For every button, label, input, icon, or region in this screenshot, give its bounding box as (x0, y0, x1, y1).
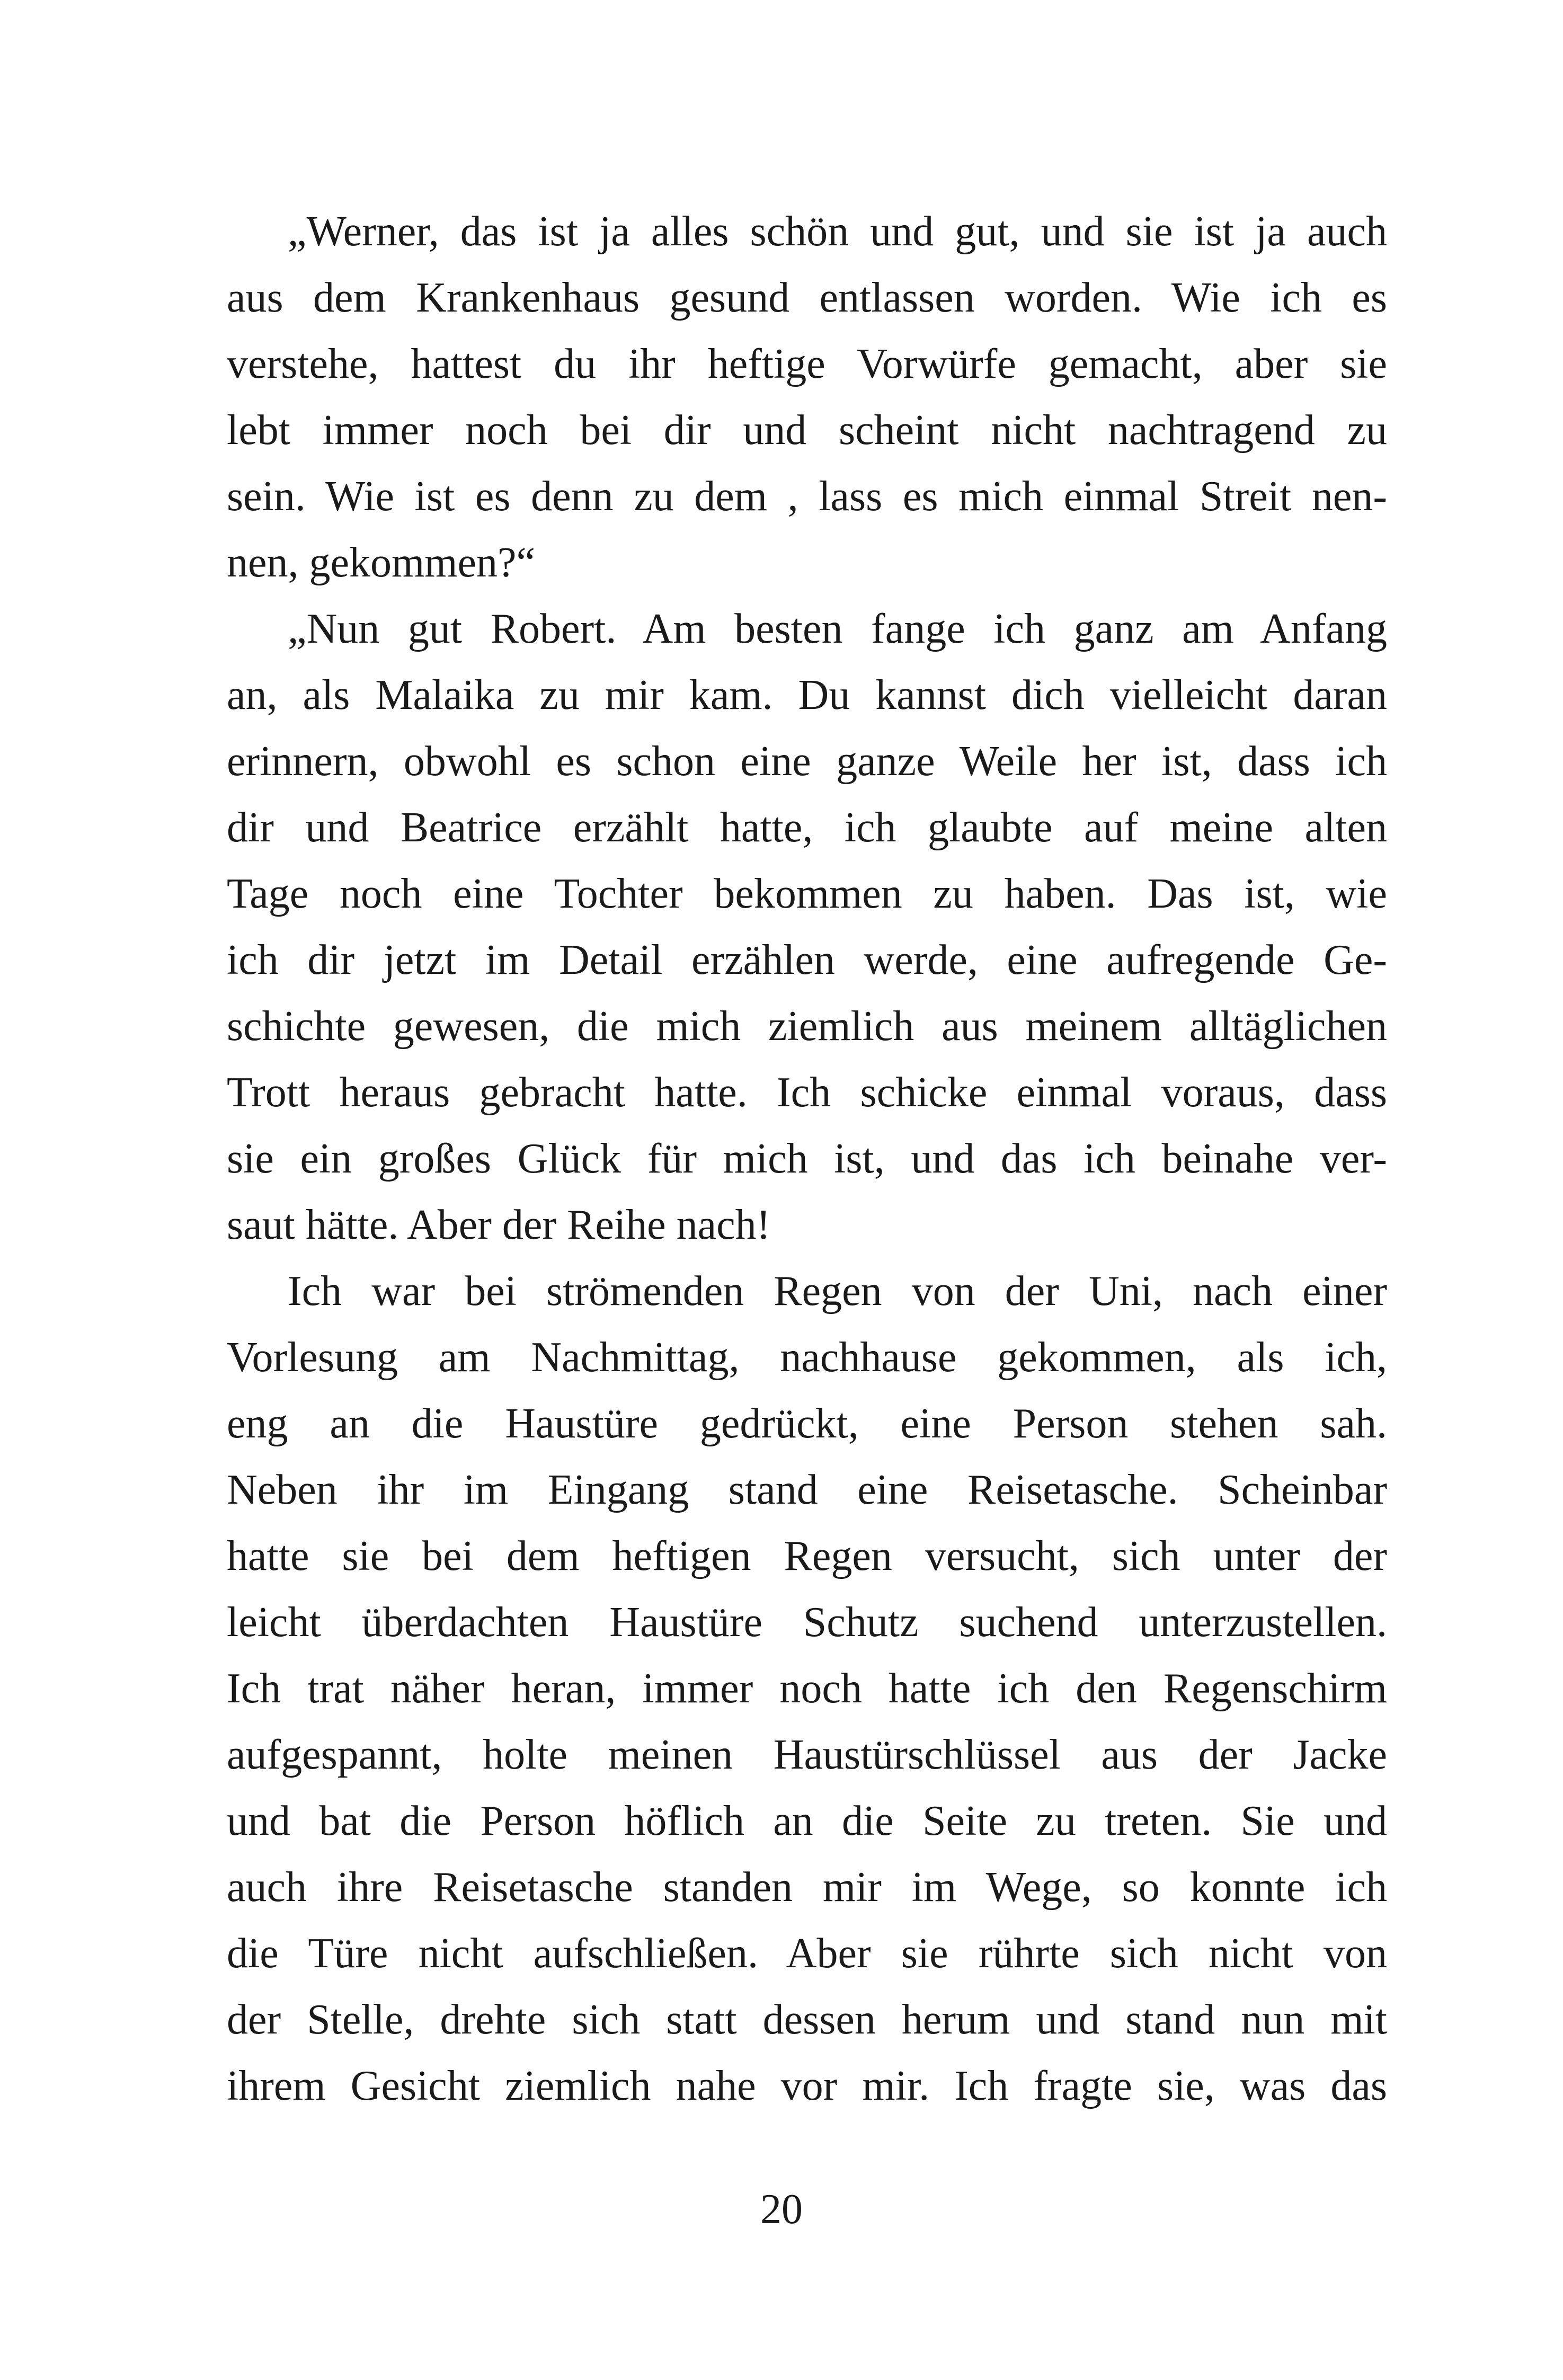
text-line: an, als Malaika zu mir kam. Du kannst dich vielleicht daran (227, 672, 1387, 718)
text-line: schichte gewesen, die mich ziemlich aus meinem alltäglichen (227, 1003, 1387, 1050)
text-line: sie ein großes Glück für mich ist, und das ich beinahe ver- (227, 1135, 1387, 1182)
text-line: auch ihre Reisetasche standen mir im Wege, so konnte ich (227, 1864, 1387, 1911)
text-line: hatte sie bei dem heftigen Regen versucht, sich unter der (227, 1533, 1387, 1579)
text-line: leicht überdachten Haustüre Schutz suchend unterzustellen. (227, 1599, 1387, 1646)
text-line: die Türe nicht aufschließen. Aber sie rührte sich nicht von (227, 1930, 1387, 1977)
text-line: lebt immer noch bei dir und scheint nicht nachtragend zu (227, 407, 1387, 454)
text-line: Vorlesung am Nachmittag, nachhause gekommen, als ich, (227, 1334, 1387, 1381)
text-line: und bat die Person höflich an die Seite zu treten. Sie und (227, 1798, 1387, 1844)
text-line: Trott heraus gebracht hatte. Ich schicke einmal voraus, dass (227, 1069, 1387, 1116)
text-line: saut hätte. Aber der Reihe nach! (227, 1202, 771, 1248)
text-line: ihrem Gesicht ziemlich nahe vor mir. Ich fragte sie, was das (227, 2063, 1387, 2109)
page-number: 20 (760, 2186, 803, 2233)
text-line: erinnern, obwohl es schon eine ganze Weile her ist, dass ich (227, 738, 1387, 785)
text-line: verstehe, hattest du ihr heftige Vorwürfe gemacht, aber sie (227, 341, 1387, 387)
text-line: ich dir jetzt im Detail erzählen werde, eine aufregende Ge- (227, 937, 1387, 983)
text-line: Tage noch eine Tochter bekommen zu haben. Das ist, wie (227, 871, 1387, 917)
text-line: der Stelle, drehte sich statt dessen herum und stand nun mit (227, 1996, 1387, 2043)
text-line: Neben ihr im Eingang stand eine Reisetasche. Scheinbar (227, 1467, 1387, 1513)
text-line: aus dem Krankenhaus gesund entlassen worden. Wie ich es (227, 274, 1387, 321)
text-line: dir und Beatrice erzählt hatte, ich glaubte auf meine alten (227, 804, 1387, 851)
text-line: sein. Wie ist es denn zu dem , lass es mich einmal Streit nen- (227, 473, 1387, 520)
text-line: „Nun gut Robert. Am besten fange ich ganz am Anfang (288, 606, 1387, 652)
text-line: Ich trat näher heran, immer noch hatte ich den Regenschirm (227, 1665, 1387, 1712)
body-text (227, 199, 1387, 2119)
text-line: Ich war bei strömenden Regen von der Uni, nach einer (288, 1268, 1387, 1315)
text-line: „Werner, das ist ja alles schön und gut, und sie ist ja auch (288, 208, 1387, 255)
text-line: aufgespannt, holte meinen Haustürschlüssel aus der Jacke (227, 1731, 1387, 1778)
text-line: eng an die Haustüre gedrückt, eine Person stehen sah. (227, 1400, 1387, 1447)
text-line: nen, gekommen?“ (227, 539, 535, 586)
